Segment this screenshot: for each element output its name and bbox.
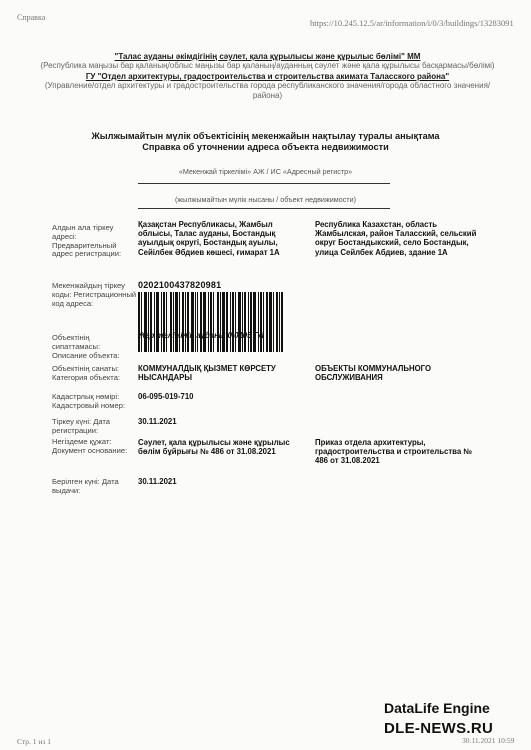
description-value: Жер телімінің ауданы 0,0105 ГА [138, 331, 264, 340]
address-label: Алдын ала тіркеу адресі: Предварительный адрес регистрации: [52, 223, 122, 259]
org-header [40, 52, 495, 100]
watermark-line2: DLE-NEWS.RU [384, 720, 494, 737]
watermark [384, 700, 493, 737]
basis-label: Негіздеме құжат: Документ основание: [52, 437, 128, 455]
page-number: Стр. 1 из 1 [17, 737, 51, 746]
object-form: (жылжымайтын мүлік нысаны / объект недвижимости) [174, 195, 356, 204]
address-ru: Республика Казахстан, область Жамбылская, район Таласский, сельский округ Бостандыкский, село Бостандык, улица Сейлбек Абдиев, здание 1А [315, 220, 477, 257]
reg-code-value: 0202100437820981 [138, 280, 222, 290]
print-header-left: Справка [17, 13, 46, 22]
reg-date-value: 30.11.2021 [138, 417, 177, 426]
document-title [20, 131, 511, 153]
address-kz: Қазақстан Республикасы, Жамбыл облысы, Талас ауданы, Бостандық ауылдық округі, Бостандық ауылы, Сейілбек Әбдиев көшесі, ғимарат 1А [138, 220, 280, 257]
registry-name: «Мекенжай тіркелімі» АЖ / ИС «Адресный регистр» [178, 167, 353, 176]
category-kz: КОММУНАЛДЫҚ ҚЫЗМЕТ КӨРСЕТУ НЫСАНДАРЫ [138, 364, 276, 383]
cadastral-value: 06-095-019-710 [138, 392, 194, 401]
issue-date-value: 30.11.2021 [138, 477, 177, 486]
barcode [138, 292, 304, 352]
registry-underline [138, 183, 390, 184]
title-kz: Жылжымайтын мүлік объектісінің мекенжайын нақтылау туралы анықтама [91, 131, 440, 141]
print-timestamp: 30.11.2021 10:59 [462, 736, 515, 745]
org-kz-name: "Талас ауданы әкімдігінің сәулет, қала құрылысы және құрылыс бөлімі" ММ [114, 52, 421, 61]
issue-date-label: Берілген күні: Дата выдачи: [52, 477, 119, 495]
org-kz-desc: (Республика маңызы бар қаланың/облыс маңызы бар қаланың/ауданның сәулет және қала құрылысы басқармасы/бөлімі) [40, 61, 495, 71]
cadastral-label: Кадастрлық нөмірі: Кадастровый номер: [52, 392, 126, 410]
reg-code-label: Мекенжайдың тіркеу коды: Регистрационный код адреса: [52, 281, 137, 308]
category-label: Объектінің санаты: Категория объекта: [52, 364, 121, 382]
description-label: Объектінің сипаттамасы: Описание объекта: [52, 333, 120, 360]
basis-ru: Приказ отдела архитектуры, градостроительства и строительства № 486 от 31.08.2021 [315, 438, 473, 466]
watermark-line1: DataLife Engine [384, 700, 490, 716]
reg-date-label: Тіркеу күні: Дата регистрации: [52, 417, 111, 435]
category-ru: ОБЪЕКТЫ КОММУНАЛЬНОГО ОБСЛУЖИВАНИЯ [315, 364, 432, 383]
org-ru-name: ГУ "Отдел архитектуры, градостроительства и строительства акимата Таласского района" [85, 71, 450, 81]
title-ru: Справка об уточнении адреса объекта недвижимости [142, 141, 389, 152]
object-form-underline [138, 208, 390, 209]
basis-kz: Сәулет, қала құрылысы және құрылыс бөлім бұйрығы № 486 от 31.08.2021 [138, 438, 290, 457]
org-ru-desc: (Управление/отдел архитектуры и градостроительства города республиканского значения/города областного значения/района) [44, 81, 491, 100]
print-header-url: https://10.245.12.5/ar/information/i/0/3/buildings/13283091 [310, 18, 514, 28]
